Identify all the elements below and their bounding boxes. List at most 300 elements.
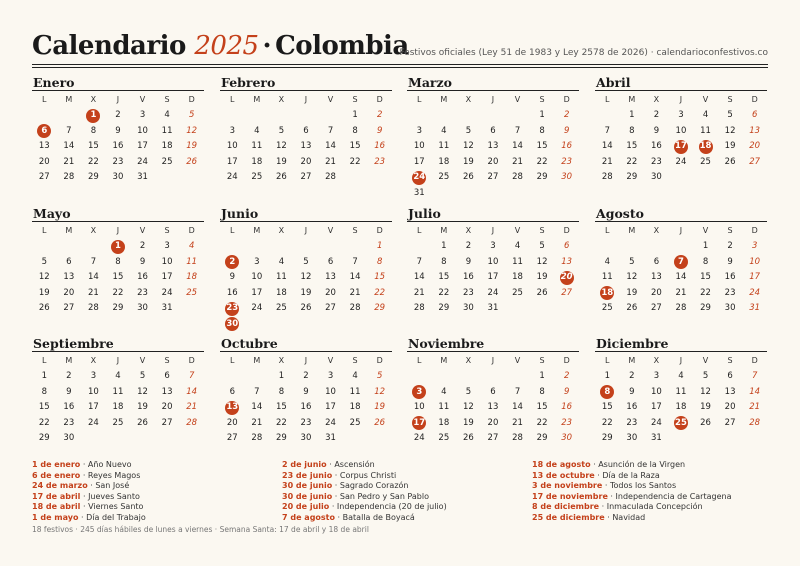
holiday-entry xyxy=(32,513,282,524)
weekday-label: M xyxy=(65,226,73,235)
week-row xyxy=(32,170,204,186)
month-name: Septiembre xyxy=(32,336,204,352)
holiday-day: 8 xyxy=(595,385,620,400)
day-cell: 11 xyxy=(275,272,287,283)
holiday-day: 30 xyxy=(220,317,245,332)
day-cell: 3 xyxy=(653,371,660,382)
day-cell: 7 xyxy=(352,256,358,267)
day-cell: 16 xyxy=(561,402,573,413)
day-cell: 21 xyxy=(63,156,75,167)
day-cell: 29 xyxy=(536,172,548,183)
day-cell: 30 xyxy=(650,172,662,183)
month-name: Octubre xyxy=(220,336,392,352)
day-cell: 24 xyxy=(749,287,761,298)
weekday-label: S xyxy=(539,356,545,365)
day-cell: 1 xyxy=(702,241,709,252)
holiday-entry xyxy=(532,460,768,471)
day-cell: 1 xyxy=(604,371,610,382)
weekday-label: S xyxy=(352,356,358,365)
day-cell: 14 xyxy=(349,272,361,283)
holiday-day: 17 xyxy=(669,139,694,154)
day-cell: 27 xyxy=(38,172,50,183)
day-cell: 15 xyxy=(536,402,548,413)
holiday-day: 1 xyxy=(81,108,106,123)
holiday-entry xyxy=(532,502,768,513)
day-cell: 11 xyxy=(601,272,613,283)
weekday-label: S xyxy=(164,356,170,365)
day-cell: 15 xyxy=(700,272,711,283)
weekday-label: L xyxy=(42,356,47,365)
week-row xyxy=(595,286,767,302)
day-cell: 14 xyxy=(186,386,198,397)
day-cell: 7 xyxy=(254,386,260,397)
day-cell: 16 xyxy=(374,141,386,152)
holiday-name: Jueves Santo xyxy=(88,491,140,501)
week-row xyxy=(220,286,392,302)
day-cell: 17 xyxy=(137,141,148,152)
holiday-entry xyxy=(32,492,282,503)
holiday-name: Corpus Christi xyxy=(339,470,397,480)
holiday-separator: · xyxy=(80,470,88,480)
holiday-entry xyxy=(532,471,768,482)
day-cell: 27 xyxy=(325,303,336,314)
day-cell: 26 xyxy=(700,417,711,428)
holiday-name: Día del Trabajo xyxy=(86,512,146,522)
day-cell: 24 xyxy=(161,287,173,298)
day-cell: 1 xyxy=(278,371,285,382)
weekday-label: D xyxy=(188,95,195,104)
holiday-separator: · xyxy=(332,491,340,501)
day-cell: 8 xyxy=(352,125,358,136)
day-cell: 29 xyxy=(374,303,386,314)
day-cell: 6 xyxy=(727,371,733,382)
day-cell: 16 xyxy=(561,141,573,152)
holiday-name: Inmaculada Concepción xyxy=(606,502,703,511)
weekday-label: J xyxy=(679,226,683,235)
holiday-day: 20 xyxy=(554,270,579,285)
weekday-label: M xyxy=(253,356,261,365)
day-cell: 18 xyxy=(275,287,287,298)
weekday-header xyxy=(595,222,767,239)
day-cell: 8 xyxy=(376,256,383,267)
week-row xyxy=(32,108,204,124)
day-cell: 7 xyxy=(751,371,758,382)
day-cell: 14 xyxy=(512,402,523,413)
day-cell: 19 xyxy=(137,402,148,413)
month-name: Diciembre xyxy=(595,336,767,352)
day-cell: 28 xyxy=(87,303,99,314)
holiday-entry xyxy=(532,513,768,524)
day-cell: 25 xyxy=(251,172,263,183)
day-cell: 28 xyxy=(251,433,263,444)
day-cell: 11 xyxy=(349,386,361,397)
day-cell: 17 xyxy=(251,287,263,298)
day-cell: 22 xyxy=(626,156,638,167)
holiday-date: 23 de junio xyxy=(282,470,333,480)
holiday-day: 23 xyxy=(220,301,245,316)
day-cell: 23 xyxy=(626,417,638,428)
day-cell: 15 xyxy=(374,272,386,283)
week-row xyxy=(32,239,204,255)
day-cell: 11 xyxy=(700,125,711,136)
day-cell: 4 xyxy=(441,386,447,397)
day-cell: 7 xyxy=(604,125,610,136)
day-cell: 13 xyxy=(561,256,573,267)
day-cell: 25 xyxy=(601,303,613,314)
day-cell: 31 xyxy=(137,172,148,183)
day-cell: 5 xyxy=(41,256,47,267)
day-cell: 18 xyxy=(438,156,450,167)
holiday-day: 3 xyxy=(407,385,432,400)
holiday-separator: · xyxy=(335,512,343,522)
day-cell: 15 xyxy=(438,272,450,283)
day-cell: 8 xyxy=(629,125,635,136)
day-cell: 8 xyxy=(702,256,709,267)
week-row xyxy=(220,108,392,124)
day-cell: 20 xyxy=(300,156,312,167)
week-row xyxy=(32,255,204,271)
holiday-column xyxy=(282,460,532,523)
weekday-header xyxy=(407,352,579,369)
day-cell: 28 xyxy=(749,417,761,428)
day-cell: 10 xyxy=(251,272,263,283)
day-cell: 19 xyxy=(275,156,287,167)
day-cell: 3 xyxy=(327,371,334,382)
holiday-date: 1 de mayo xyxy=(32,512,79,522)
day-cell: 23 xyxy=(462,287,474,298)
day-cell: 9 xyxy=(139,256,146,267)
day-cell: 26 xyxy=(186,156,198,167)
weekday-header xyxy=(32,352,204,369)
holiday-day: 25 xyxy=(669,416,694,431)
holiday-entry xyxy=(282,460,532,471)
day-cell: 13 xyxy=(724,386,736,397)
day-cell: 30 xyxy=(300,433,312,444)
week-row xyxy=(595,400,767,416)
day-cell: 16 xyxy=(626,402,638,413)
holiday-separator: · xyxy=(590,460,599,469)
title-main: Calendario xyxy=(32,31,186,61)
weekday-label: S xyxy=(727,356,733,365)
day-cell: 30 xyxy=(626,433,638,444)
week-row xyxy=(220,124,392,140)
day-cell: 19 xyxy=(374,402,386,413)
week-row xyxy=(595,416,767,432)
page-title xyxy=(32,30,409,62)
weekday-header xyxy=(407,222,579,239)
weekday-label: L xyxy=(417,226,422,235)
month-agosto xyxy=(595,206,767,317)
day-cell: 4 xyxy=(254,125,260,136)
day-cell: 31 xyxy=(161,303,173,314)
weekday-label: S xyxy=(539,226,545,235)
day-cell: 25 xyxy=(112,417,124,428)
holiday-entry xyxy=(32,460,282,471)
weekday-label: D xyxy=(188,356,195,365)
day-cell: 10 xyxy=(137,125,148,136)
weekday-label: S xyxy=(352,226,358,235)
holiday-entry xyxy=(32,502,282,513)
holiday-name: Batalla de Boyacá xyxy=(342,512,415,522)
weekday-label: X xyxy=(90,356,97,365)
day-cell: 22 xyxy=(38,417,50,428)
weekday-label: S xyxy=(727,95,733,104)
week-row xyxy=(32,369,204,385)
week-row xyxy=(32,416,204,432)
month-name: Enero xyxy=(32,75,204,91)
day-cell: 16 xyxy=(724,272,736,283)
holiday-date: 13 de octubre xyxy=(532,470,595,480)
day-cell: 22 xyxy=(374,287,386,298)
day-cell: 30 xyxy=(724,303,736,314)
day-cell: 9 xyxy=(303,386,309,397)
weekday-label: L xyxy=(605,226,610,235)
day-cell: 11 xyxy=(186,256,198,267)
weekday-label: S xyxy=(164,95,170,104)
day-cell: 16 xyxy=(650,141,662,152)
day-cell: 20 xyxy=(724,402,736,413)
weekday-label: V xyxy=(702,95,709,104)
header-rule-top xyxy=(32,64,768,65)
day-cell: 4 xyxy=(352,371,358,382)
day-cell: 5 xyxy=(303,256,309,267)
day-cell: 13 xyxy=(300,141,312,152)
weekday-label: L xyxy=(230,95,235,104)
holiday-entry xyxy=(282,513,532,524)
day-cell: 10 xyxy=(87,386,99,397)
day-cell: 6 xyxy=(490,125,496,136)
day-cell: 30 xyxy=(561,433,573,444)
holiday-day: 24 xyxy=(407,170,432,185)
holiday-day: 6 xyxy=(32,124,57,139)
day-cell: 2 xyxy=(563,371,570,382)
day-cell: 6 xyxy=(229,386,235,397)
day-cell: 17 xyxy=(161,272,173,283)
day-cell: 22 xyxy=(700,287,711,298)
day-cell: 22 xyxy=(536,417,548,428)
weekday-label: V xyxy=(514,226,521,235)
day-cell: 28 xyxy=(512,172,523,183)
day-cell: 8 xyxy=(41,386,47,397)
weekday-label: V xyxy=(139,95,146,104)
holiday-day: 1 xyxy=(106,239,131,254)
week-row xyxy=(407,155,579,171)
day-cell: 5 xyxy=(376,371,383,382)
day-cell: 7 xyxy=(188,371,195,382)
holiday-separator: · xyxy=(607,491,616,501)
holiday-separator: · xyxy=(599,502,607,511)
week-row xyxy=(220,239,392,255)
weekday-label: X xyxy=(653,95,660,104)
week-row xyxy=(595,124,767,140)
day-cell: 7 xyxy=(514,386,521,397)
day-cell: 8 xyxy=(539,125,545,136)
holiday-name: Ascensión xyxy=(334,460,375,469)
day-cell: 29 xyxy=(536,433,548,444)
day-cell: 11 xyxy=(251,141,263,152)
holiday-name: San José xyxy=(95,481,130,490)
weekday-label: V xyxy=(514,356,521,365)
week-row xyxy=(595,255,767,271)
day-cell: 26 xyxy=(275,172,287,183)
day-cell: 5 xyxy=(278,125,285,136)
week-row xyxy=(595,239,767,255)
weekday-label: J xyxy=(304,95,308,104)
weekday-label: V xyxy=(327,95,334,104)
week-row xyxy=(407,400,579,416)
day-cell: 15 xyxy=(112,272,124,283)
day-cell: 27 xyxy=(161,417,173,428)
day-cell: 15 xyxy=(626,141,638,152)
day-cell: 21 xyxy=(349,287,361,298)
week-row xyxy=(220,369,392,385)
week-row xyxy=(220,139,392,155)
weekday-label: M xyxy=(628,356,636,365)
day-cell: 1 xyxy=(441,241,447,252)
title-country: Colombia xyxy=(275,31,409,61)
day-cell: 18 xyxy=(251,156,263,167)
weekday-label: D xyxy=(188,226,195,235)
day-cell: 2 xyxy=(376,110,383,121)
day-cell: 25 xyxy=(700,156,711,167)
weekday-label: D xyxy=(563,226,570,235)
month-enero xyxy=(32,75,204,186)
weekday-label: J xyxy=(491,356,495,365)
day-cell: 17 xyxy=(325,402,336,413)
weekday-label: M xyxy=(628,226,636,235)
week-row xyxy=(220,155,392,171)
day-cell: 28 xyxy=(325,172,336,183)
day-cell: 31 xyxy=(650,433,662,444)
day-cell: 18 xyxy=(512,272,523,283)
day-cell: 21 xyxy=(87,287,99,298)
month-febrero xyxy=(220,75,392,186)
day-cell: 11 xyxy=(438,141,450,152)
day-cell: 13 xyxy=(650,272,662,283)
weekday-label: X xyxy=(653,356,660,365)
day-cell: 26 xyxy=(300,303,312,314)
week-row xyxy=(32,431,204,447)
day-cell: 22 xyxy=(87,156,99,167)
day-cell: 20 xyxy=(161,402,173,413)
day-cell: 20 xyxy=(63,287,75,298)
day-cell: 20 xyxy=(325,287,336,298)
day-cell: 24 xyxy=(413,433,425,444)
day-cell: 21 xyxy=(251,417,263,428)
day-cell: 15 xyxy=(87,141,99,152)
day-cell: 24 xyxy=(325,417,336,428)
day-cell: 27 xyxy=(561,287,573,298)
day-cell: 22 xyxy=(601,417,613,428)
day-cell: 17 xyxy=(87,402,99,413)
day-cell: 11 xyxy=(438,402,450,413)
month-name: Marzo xyxy=(407,75,579,91)
month-septiembre xyxy=(32,336,204,447)
month-name: Noviembre xyxy=(407,336,579,352)
title-separator: · xyxy=(262,31,272,61)
day-cell: 23 xyxy=(650,156,662,167)
day-cell: 19 xyxy=(38,287,50,298)
day-cell: 3 xyxy=(90,371,97,382)
day-cell: 10 xyxy=(325,386,336,397)
day-cell: 27 xyxy=(300,172,312,183)
day-cell: 15 xyxy=(601,402,613,413)
weekday-label: M xyxy=(440,95,448,104)
holiday-date: 2 de junio xyxy=(282,460,327,469)
day-cell: 19 xyxy=(186,141,198,152)
day-cell: 12 xyxy=(186,125,198,136)
day-cell: 27 xyxy=(650,303,662,314)
weekday-label: D xyxy=(563,95,570,104)
day-cell: 16 xyxy=(300,402,312,413)
day-cell: 28 xyxy=(349,303,361,314)
holiday-entry xyxy=(532,481,768,492)
day-cell: 4 xyxy=(604,256,610,267)
weekday-label: L xyxy=(605,95,610,104)
holiday-date: 25 de diciembre xyxy=(532,512,605,522)
day-cell: 2 xyxy=(115,110,121,121)
weekday-header xyxy=(32,222,204,239)
day-cell: 14 xyxy=(63,141,75,152)
day-cell: 27 xyxy=(749,156,761,167)
day-cell: 12 xyxy=(462,141,474,152)
weekday-label: M xyxy=(65,95,73,104)
holiday-day: 2 xyxy=(220,255,245,270)
weekday-label: L xyxy=(230,356,235,365)
day-cell: 3 xyxy=(139,110,146,121)
day-cell: 7 xyxy=(327,125,334,136)
day-cell: 10 xyxy=(161,256,173,267)
day-cell: 9 xyxy=(115,125,121,136)
day-cell: 2 xyxy=(139,241,146,252)
day-cell: 27 xyxy=(487,172,499,183)
day-cell: 11 xyxy=(112,386,124,397)
day-cell: 12 xyxy=(38,272,50,283)
week-row xyxy=(407,139,579,155)
day-cell: 21 xyxy=(325,156,336,167)
weekday-label: V xyxy=(702,226,709,235)
weekday-label: J xyxy=(116,356,120,365)
holiday-entry xyxy=(282,492,532,503)
day-cell: 2 xyxy=(303,371,309,382)
day-cell: 3 xyxy=(751,241,758,252)
day-cell: 7 xyxy=(416,256,422,267)
day-cell: 23 xyxy=(374,156,386,167)
day-cell: 3 xyxy=(254,256,260,267)
day-cell: 4 xyxy=(164,110,170,121)
month-noviembre xyxy=(407,336,579,447)
footer-summary: 18 festivos · 245 días hábiles de lunes a viernes · Semana Santa: 17 de abril y 18 de abril xyxy=(32,525,369,534)
weekday-label: M xyxy=(628,95,636,104)
holiday-name: Año Nuevo xyxy=(87,460,132,469)
day-cell: 21 xyxy=(512,156,523,167)
day-cell: 16 xyxy=(226,287,238,298)
day-cell: 30 xyxy=(112,172,124,183)
holiday-entry xyxy=(32,481,282,492)
weekday-label: J xyxy=(679,356,683,365)
weekday-label: S xyxy=(539,95,545,104)
day-cell: 3 xyxy=(164,241,170,252)
day-cell: 16 xyxy=(462,272,474,283)
week-row xyxy=(32,155,204,171)
day-cell: 21 xyxy=(675,287,687,298)
holiday-date: 3 de noviembre xyxy=(532,481,603,490)
day-cell: 20 xyxy=(749,141,761,152)
day-cell: 9 xyxy=(465,256,472,267)
weekday-label: X xyxy=(278,95,285,104)
day-cell: 24 xyxy=(226,172,238,183)
day-cell: 28 xyxy=(675,303,687,314)
